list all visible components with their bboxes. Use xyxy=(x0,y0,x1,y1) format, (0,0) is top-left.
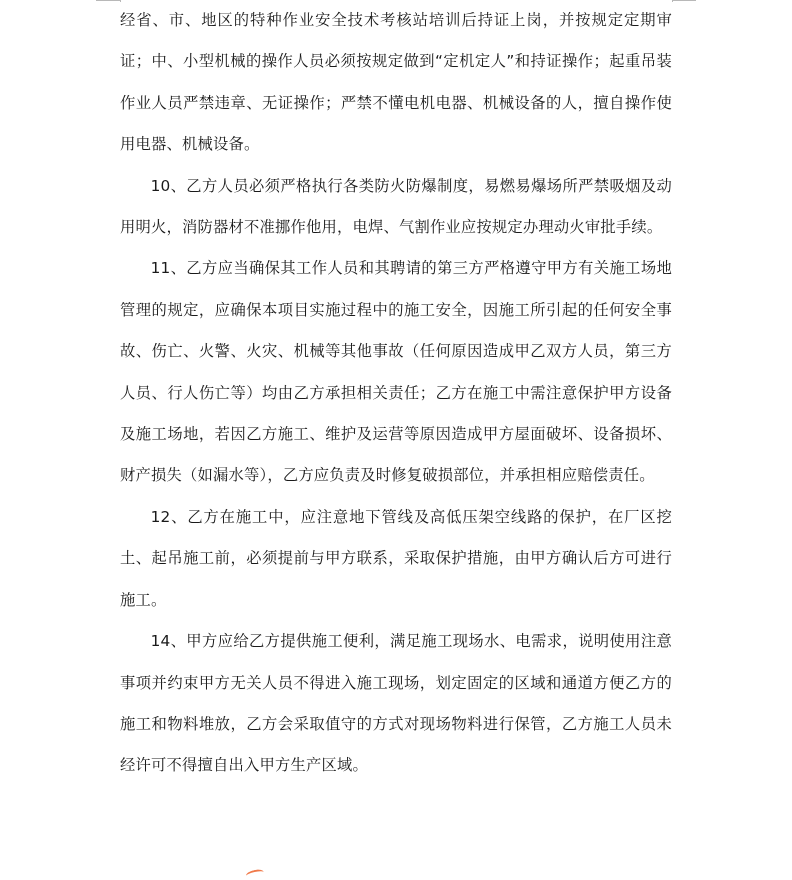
paragraph-10: 10、乙方人员必须严格执行各类防火防爆制度，易燃易爆场所严禁吸烟及动用明火，消防器材不准挪作他用，电焊、气割作业应按规定办理动火审批手续。 xyxy=(120,176,672,237)
paragraph-9-continued: 经省、市、地区的特种作业安全技术考核站培训后持证上岗，并按规定定期审证；中、小型机械的操作人员必须按规定做到“定机定人”和持证操作；起重吊装作业人员严禁违章、无证操作；严禁不懂电机电器、机械设备的人，擅自操作使用电器、机械设备。 xyxy=(120,11,672,154)
crop-mark-top-right xyxy=(672,0,696,1)
crop-mark-top-right-vertical xyxy=(672,0,673,2)
paragraph-14: 14、甲方应给乙方提供施工便利，满足施工现场水、电需求，说明使用注意事项并约束甲方无关人员不得进入施工现场，划定固定的区域和通道方便乙方的施工和物料堆放，乙方会采取值守的方式对现场物料进行保管，乙方施工人员未经许可不得擅自出入甲方生产区域。 xyxy=(120,632,672,775)
document-body xyxy=(120,0,672,787)
paragraph-12: 12、乙方在施工中，应注意地下管线及高低压架空线路的保护，在厂区挖土、起吊施工前，必须提前与甲方联系，采取保护措施，由甲方确认后方可进行施工。 xyxy=(120,507,672,609)
pen-annotation-mark xyxy=(245,868,264,880)
crop-mark-top-left xyxy=(96,0,120,1)
paragraph-11: 11、乙方应当确保其工作人员和其聘请的第三方严格遵守甲方有关施工场地管理的规定，应确保本项目实施过程中的施工安全，因施工所引起的任何安全事故、伤亡、火警、火灾、机械等其他事故（任何原因造成甲乙双方人员，第三方人员、行人伤亡等）均由乙方承担相关责任；乙方在施工中需注意保护甲方设备及施工场地，若因乙方施工、维护及运营等原因造成甲方屋面破坏、设备损坏、财产损失（如漏水等），乙方应负责及时修复破损部位，并承担相应赔偿责任。 xyxy=(120,259,672,485)
